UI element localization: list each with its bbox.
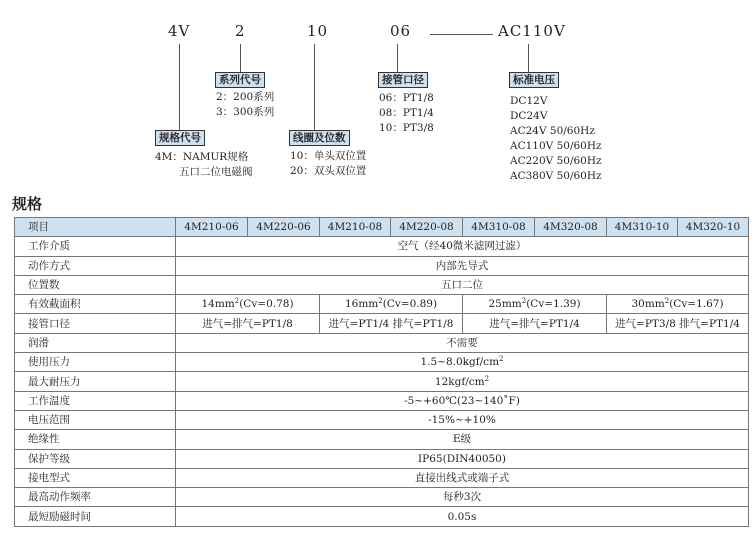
voltage-option: DC12V [510, 95, 548, 107]
port-options [379, 91, 434, 136]
connector-spec [179, 44, 180, 130]
row-label: 最高动作频率 [15, 488, 176, 507]
voltage-option: AC220V 50/60Hz [510, 155, 602, 167]
table-row [15, 449, 749, 468]
series-options [216, 90, 274, 120]
row-value: 内部先导式 [176, 256, 749, 275]
spec-table [14, 217, 749, 527]
voltage-option: AC110V 50/60Hz [510, 140, 602, 152]
model-header: 4M310-08 [463, 218, 535, 237]
table-row [15, 468, 749, 487]
row-label: 绝缘性 [15, 430, 176, 449]
row-value: IP65(DIN40050) [176, 449, 749, 468]
row-value: $1.5\sim 8.0kgf/cm^2$ [176, 353, 749, 372]
table-row [15, 353, 749, 372]
table-row [15, 333, 749, 352]
connector-coil [314, 44, 315, 130]
row-value: 0.05s [176, 507, 749, 526]
row-value: 五口二位 [176, 275, 749, 294]
row-value: E级 [176, 430, 749, 449]
row-value: -15%~+10% [176, 410, 749, 429]
voltage-code-label: 标准电压 [509, 72, 559, 88]
port-option: 08：PT1/4 [379, 107, 434, 119]
voltage-option: AC380V 50/60Hz [510, 170, 602, 182]
row-value: 空气（经40微米滤网过滤） [176, 237, 749, 256]
code-part-port: 06 [390, 22, 412, 40]
table-row [15, 410, 749, 429]
row-label: 工作介质 [15, 237, 176, 256]
code-part-coil: 10 [307, 22, 329, 40]
code-part-series-prefix: 4V [168, 22, 191, 40]
spec-table-header [15, 218, 749, 237]
row-label: 位置数 [15, 275, 176, 294]
table-row [15, 488, 749, 507]
row-label: 接管口径 [15, 314, 176, 333]
row-label: 工作温度 [15, 391, 176, 410]
spec-options [155, 150, 253, 180]
row-value: 直接出线式或端子式 [176, 468, 749, 487]
series-option: 2：200系列 [216, 91, 275, 103]
coil-code-label: 线圈及位数 [289, 130, 350, 146]
port-option: 06：PT1/8 [379, 92, 434, 104]
port-value: 进气=PT1/4 排气=PT1/8 [320, 314, 463, 333]
area-value: $30mm^2(Cv=1.67)$ [607, 295, 749, 314]
coil-option: 20：双头双位置 [290, 165, 367, 177]
table-row [15, 391, 749, 410]
voltage-option: AC24V 50/60Hz [510, 125, 595, 137]
table-row [15, 256, 749, 275]
coil-options [290, 149, 366, 179]
table-row [15, 372, 749, 391]
coil-option: 10：单头双位置 [290, 150, 367, 162]
table-row [15, 237, 749, 256]
voltage-options [510, 94, 602, 184]
row-label: 最大耐压力 [15, 372, 176, 391]
row-label: 电压范围 [15, 410, 176, 429]
series-code-label: 系列代号 [215, 72, 265, 88]
model-header: 4M320-10 [678, 218, 749, 237]
row-value: $12kgf/cm^2$ [176, 372, 749, 391]
row-label: 动作方式 [15, 256, 176, 275]
spec-code-label: 规格代号 [155, 130, 205, 146]
header-item-label: 项目 [15, 218, 176, 237]
table-row [15, 275, 749, 294]
model-header: 4M310-10 [607, 218, 678, 237]
row-value: -5~+60℃(23~140˚F) [176, 391, 749, 410]
row-value: 不需要 [176, 333, 749, 352]
series-option: 3：300系列 [216, 106, 275, 118]
row-label: 最短励磁时间 [15, 507, 176, 526]
port-value: 进气=排气=PT1/8 [176, 314, 320, 333]
table-row [15, 507, 749, 526]
row-label: 接电型式 [15, 468, 176, 487]
code-part-series: 2 [235, 22, 246, 40]
port-option: 10：PT3/8 [379, 122, 434, 134]
model-header: 4M320-08 [535, 218, 607, 237]
port-value: 进气=排气=PT1/4 [463, 314, 607, 333]
area-value: $25mm^2(Cv=1.39)$ [463, 295, 607, 314]
code-separator-line [430, 34, 493, 35]
area-value: $16mm^2(Cv=0.89)$ [320, 295, 463, 314]
code-part-voltage: AC110V [498, 22, 566, 40]
connector-voltage [528, 44, 529, 72]
row-value: 每秒3次 [176, 488, 749, 507]
spec-section-title: 规格 [12, 195, 43, 213]
model-header: 4M220-08 [391, 218, 463, 237]
row-label: 使用压力 [15, 353, 176, 372]
table-row [15, 430, 749, 449]
model-header: 4M210-08 [320, 218, 391, 237]
model-header: 4M210-06 [176, 218, 248, 237]
row-label: 有效截面积 [15, 295, 176, 314]
table-row [15, 314, 749, 333]
voltage-option: DC24V [510, 110, 548, 122]
row-label: 保护等级 [15, 449, 176, 468]
connector-port [397, 44, 398, 72]
port-code-label: 接管口径 [378, 72, 428, 88]
table-row [15, 295, 749, 314]
connector-series [240, 44, 241, 72]
spec-option: 五口二位电磁阀 [179, 166, 253, 178]
port-value: 进气=PT3/8 排气=PT1/4 [607, 314, 749, 333]
row-label: 润滑 [15, 333, 176, 352]
spec-option: 4M：NAMUR规格 [155, 151, 249, 163]
model-header: 4M220-06 [248, 218, 320, 237]
area-value: $14mm^2(Cv=0.78)$ [176, 295, 320, 314]
